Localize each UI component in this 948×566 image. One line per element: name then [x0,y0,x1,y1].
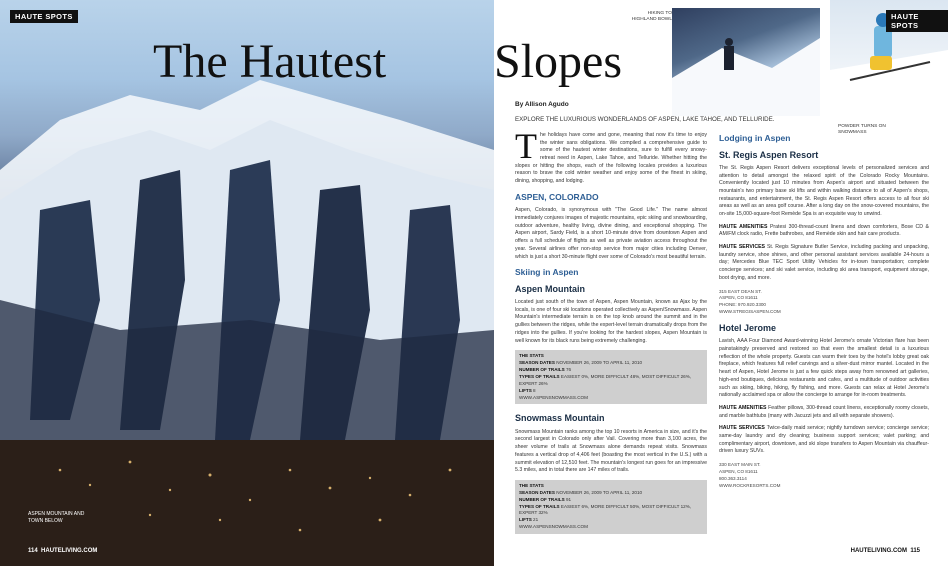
photo-caption-hiking: HIKING TO HIGHLAND BOWL [631,11,672,23]
byline: By Allison Agudo [515,101,569,108]
snowmass-heading: Snowmass Mountain [515,413,605,424]
jerome-address: 330 EAST MAIN ST. ASPEN, CO 81611 800.363.3114 WWW.ROCKRESORTS.COM [719,462,929,490]
snowmass-stats: THE STATS SEASON DATES NOVEMBER 26, 2009 TO APRIL 11, 2010 NUMBER OF TRAILS 91 TYPES OF TRAILS EASIEST 6%, MORE DIFFICULT 50%, MOST DIFFICULT 12%, EXPERT 32% LIFTS 21 WWW.ASPENSNOWMASS.COM [515,480,707,534]
article-column-1 [515,126,707,542]
deck: EXPLORE THE LUXURIOUS WONDERLANDS OF ASPEN, LAKE TAHOE, AND TELLURIDE. [515,116,775,123]
hiking-photo [672,8,820,116]
st-regis-address: 315 EAST DEAN ST. ASPEN, CO 81611 PHONE: 970.920.3300 WWW.STREGISASPEN.COM [719,289,929,317]
jerome-heading: Hotel Jerome [719,323,777,334]
article-column-2 [719,128,929,496]
section-tag-left: HAUTE SPOTS [10,10,78,23]
aspen-heading: ASPEN, COLORADO [515,191,599,202]
jerome-url[interactable]: WWW.ROCKRESORTS.COM [719,482,781,488]
photo-caption-left: ASPEN MOUNTAIN AND TOWN BELOW [28,511,85,524]
aspen-mountain-heading: Aspen Mountain [515,283,585,294]
photo-caption-snowmass: POWDER TURNS ON SNOWMASS [838,124,886,136]
snowmass-url[interactable]: WWW.ASPENSNOWMASS.COM [519,524,588,530]
st-regis-paragraph: The St. Regis Aspen Resort delivers exceptional levels of personalized services and attention to detail amongst the relaxed spirit of the Colorado Rocky Mountains. Conveniently located just 10 minutes from Aspen's airport and situated between the mountain's two primary base ski lifts and within walking distance to all of Aspen's shops, restaurants, and entertainment, the St. Regis Aspen Resort offers access to all four ski areas as well as an area golf course. After a long day on the snow-covered mountains, the on-site 15,000-square-foot Remède Spa is an exquisite way to unwind. [719,164,929,218]
aspen-mountain-stats: THE STATS SEASON DATES NOVEMBER 26, 2009 TO APRIL 11, 2010 NUMBER OF TRAILS 76 TYPES OF TRAILS EASIEST 0%, MORE DIFFICULT 48%, MOST DIFFICULT 26%, EXPERT 26% LIFTS 8 WWW.ASPENSNOWMASS.COM [515,350,707,404]
drop-cap: T [515,126,537,166]
page-number-right: HAUTELIVING.COM 115 [850,548,920,554]
st-regis-services: HAUTE SERVICES St. Regis Signature Butler Service, including packing and unpacking, laundry service, shoe shines, and other personal assistant services available 24-hours a day; Mercedes Blue TEC Sport Utility Vehicles for in-town transportation; complete concierge services; and ski valet service, including ski area transport, equipment storage, boot drying, and more. [719,244,929,281]
aspen-mountain-paragraph: Located just south of the town of Aspen, Aspen Mountain, known as Ajax by the locals, is one of four ski locations operated collectively as Aspen/Snowmass. Aspen Mountain's intermediate terrain is on the top knob around the summit and in the gullies between the ridges, while the expert-level terrain dramatically drops from the ridges into the gullies. If you're looking for the hardest slopes, Aspen Mountain is well known for its black runs being extremely challenging. [515,299,707,344]
title-part-1: The Hautest [153,35,387,88]
st-regis-url[interactable]: WWW.STREGISASPEN.COM [719,309,781,315]
intro-paragraph: The holidays have come and gone, meaning that now it's time to enjoy the winter sans obligations. We compiled a comprehensive guide to some of the hautest winter destinations, sure to fulfill every snowy-retreat need in Aspen, Lake Tahoe, and Telluride. Whether hitting the slopes or hitting the shops, each of the following locales provides a luxurious reason to brave the cold winter weather and enjoy some of the finest in skiing, dining, shopping, and lodging. [515,126,707,185]
st-regis-heading: St. Regis Aspen Resort [719,149,819,160]
aspen-mountain-url[interactable]: WWW.ASPENSNOWMASS.COM [519,394,588,400]
jerome-services: HAUTE SERVICES Twice-daily maid service; nightly turndown service; concierge service; same-day laundry and dry cleaning; business support services; valet parking; and complimentary airport, downtown, and ski slope transfers to Aspen Mountain via chauffeur-driven luxury SUVs. [719,425,929,455]
skiing-heading: Skiing in Aspen [515,267,579,278]
snowmass-paragraph: Snowmass Mountain ranks among the top 10 resorts in America in size, and it's the second largest in Colorado only after Vail. Covering more than 3,100 acres, the sheer volume of trails at Snowmass alone demands repeat visits. Snowmass features a vertical drop of 4,406 feet (boasting the most vertical in the U.S.) with a summit elevation of 12,510 feet. The mountain's longest run goes for an impressive 5.3 miles, and in total there are 147 miles of trails. [515,428,707,474]
lodging-heading: Lodging in Aspen [719,133,791,143]
title-part-2: Slopes [494,35,623,88]
section-tag-right: HAUTE SPOTS [886,10,948,32]
jerome-amenities: HAUTE AMENITIES Feather pillows, 300-thread count linens, exceptionally roomy closets, and marble bathtubs (many with Jacuzzi jets and all with separate showers). [719,404,929,419]
st-regis-amenities: HAUTE AMENITIES Pratesi 300-thread-count linens and down comforters, Bose CD & AM/FM clock radio, Frette bathrobes, and Remède skin and hair care products. [719,223,929,238]
aspen-paragraph: Aspen, Colorado, is synonymous with "The Good Life." The name almost immediately conjures images of majestic mountains, epic skiing and snowboarding, outdoor adventure, healthy living, divine dining, and exceptional shopping. The Aspen airport, Sardy Field, is a short 10-minute drive from downtown Aspen and offers a full schedule of flights as well as private aviation access throughout the year. Several airlines offer non-stop service from major cities including Denver, which is just a short 30-minute flight over some of Colorado's most beautiful terrain. [515,207,707,260]
page-number-left: 114 HAUTELIVING.COM [28,548,98,554]
jerome-paragraph: Lavish, AAA Four Diamond Award-winning Hotel Jerome's ornate Victorian flare has been painstakingly preserved and restored so that even the smallest detail is a luxurious reflection of the whole property. Guests can warm their toes by the hotel's lobby great oak fireplace, which features full relief carvings and a silver-dust mirror mantel. Located in the heart of Aspen, Hotel Jerome is just a few quick steps away from renowned art galleries, high-end boutiques, delicious restaurants and cafes, and a multitude of outdoor activities such as skiing, biking, hiking, fly fishing, and more. Guests can relax at Hotel Jerome's nationally acclaimed spa or allow the concierge to arrange for in-room treatments. [719,338,929,399]
